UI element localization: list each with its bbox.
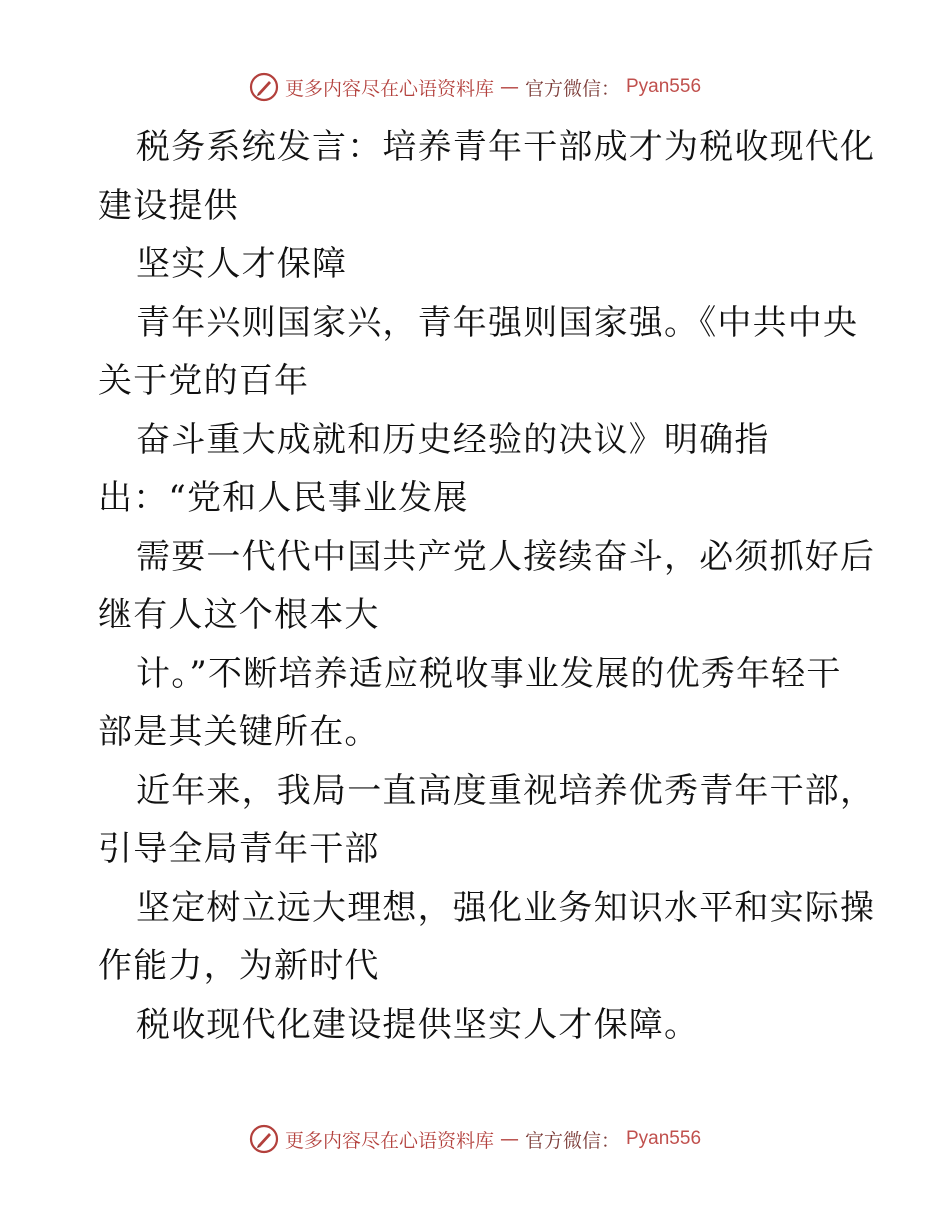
text-line: 税收现代化建设提供坚实人才保障。	[136, 1004, 700, 1045]
text-line: 税务系统发言：培养青年干部成才为税收现代化	[136, 127, 876, 167]
text-line: 青年兴则国家兴，青年强则国家强。《中共中央	[136, 302, 859, 343]
text-line: 需要一代代中国共产党人接续奋斗，必须抓好后	[136, 536, 876, 577]
footer-watermark	[0, 1124, 950, 1154]
watermark-separator: —	[499, 76, 519, 98]
text-line: 奋斗重大成就和历史经验的决议》明确指	[136, 419, 770, 460]
text-line: 坚定树立远大理想，强化业务知识水平和实际操	[136, 887, 876, 928]
text-line: 作能力，为新时代	[98, 946, 380, 986]
text-line: 坚实人才保障	[136, 244, 348, 284]
watermark-separator: —	[499, 1128, 519, 1150]
pen-logo-icon	[249, 72, 279, 102]
watermark-label: 官方微信：	[524, 1129, 620, 1152]
text-line: 引导全局青年干部	[98, 829, 380, 869]
text-line: 关于党的百年	[98, 361, 310, 401]
header-watermark	[0, 72, 950, 102]
watermark-label: 官方微信：	[524, 77, 620, 100]
pen-logo-icon	[249, 1124, 279, 1154]
text-line: 近年来，我局一直高度重视培养优秀青年干部，	[136, 770, 876, 811]
text-line: 出：“党和人民事业发展	[98, 478, 469, 518]
watermark-text: 更多内容尽在心语资料库	[284, 1129, 494, 1152]
text-line: 继有人这个根本大	[98, 595, 380, 635]
watermark-id: Pyan556	[626, 76, 702, 97]
text-line: 建设提供	[98, 185, 239, 226]
watermark-id: Pyan556	[626, 1128, 702, 1149]
document-body	[98, 118, 876, 1054]
text-line: 部是其关键所在。	[98, 712, 380, 752]
text-line: 计。”不断培养适应税收事业发展的优秀年轻干	[136, 653, 842, 694]
watermark-text: 更多内容尽在心语资料库	[284, 77, 494, 100]
